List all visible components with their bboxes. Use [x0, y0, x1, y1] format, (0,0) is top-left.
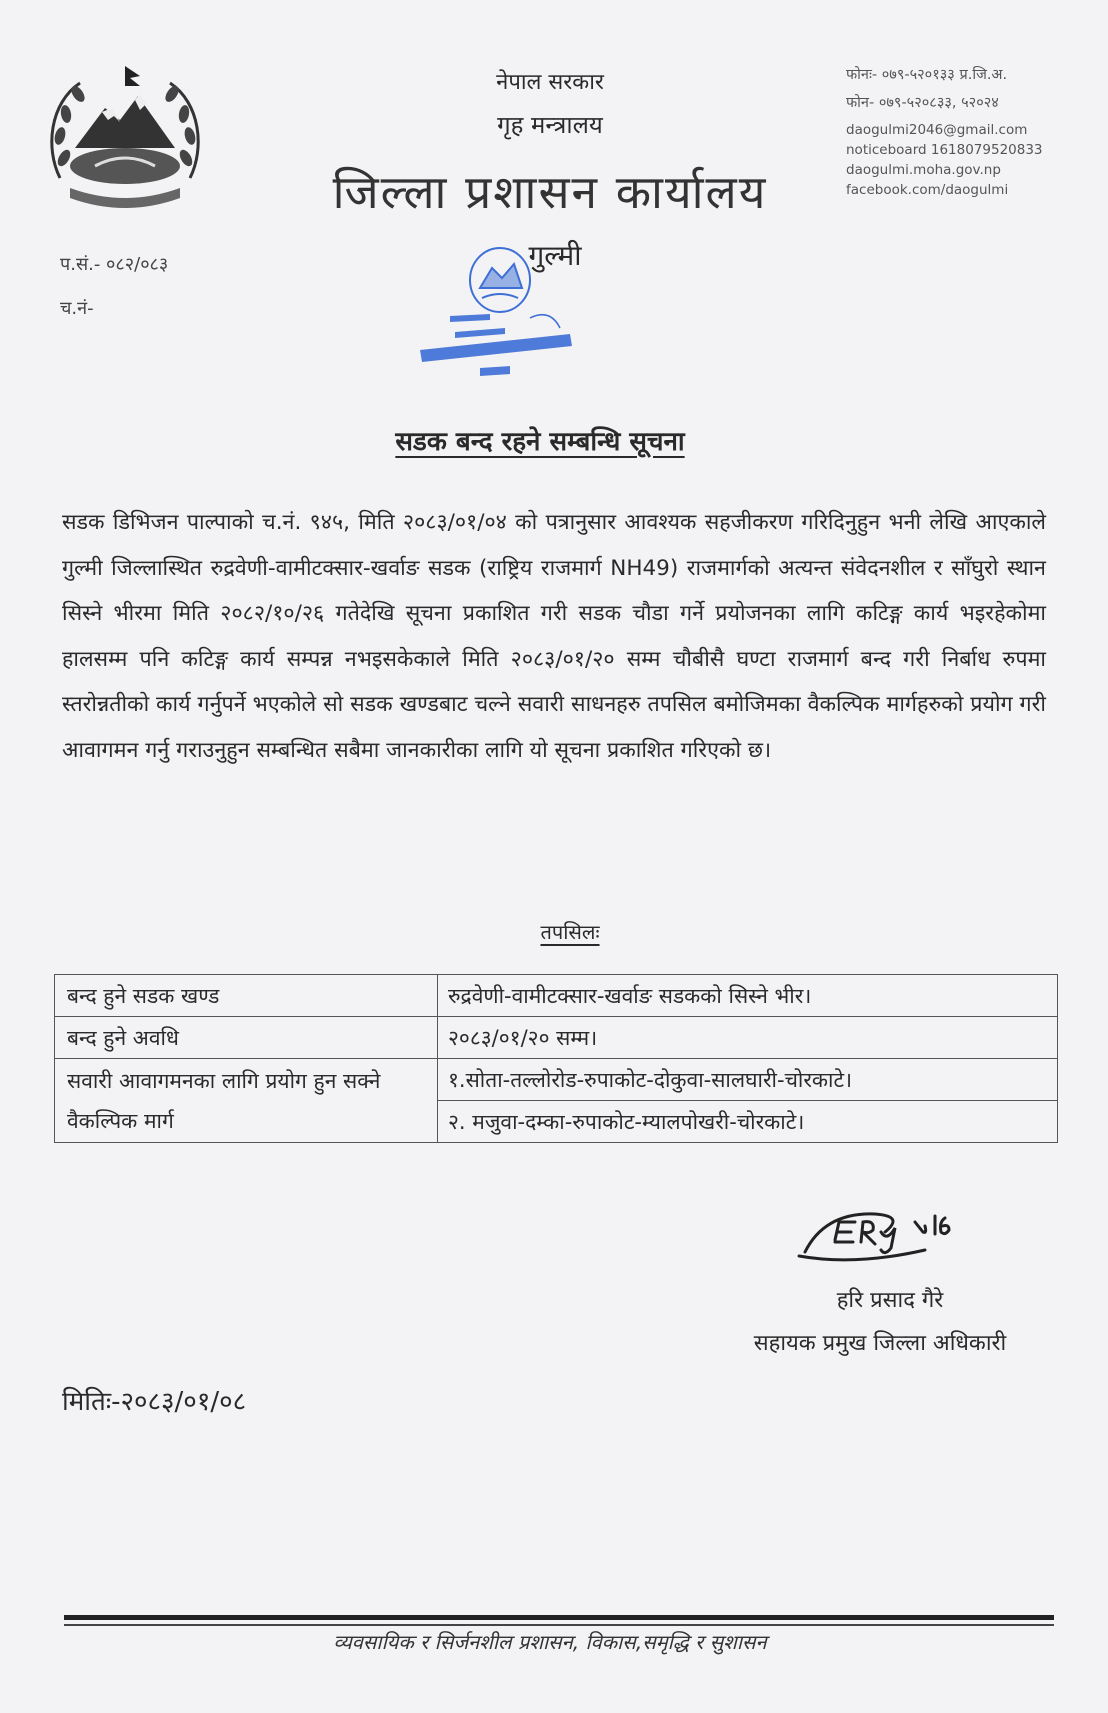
letter-number: प.सं.- ०८२/०८३ [60, 254, 169, 275]
table-label-period: बन्द हुने अवधि [55, 1017, 438, 1059]
table-label-alternative-route: सवारी आवागमनका लागि प्रयोग हुन सक्ने वैकल्पिक मार्ग [55, 1059, 438, 1143]
notice-title: सडक बन्द रहने सम्बन्धि सूचना [395, 427, 685, 457]
contact-website: daogulmi.moha.gov.np [846, 162, 1001, 178]
footer-motto: व्यवसायिक र सिर्जनशील प्रशासन, विकास,समृद्धि र सुशासन [333, 1630, 767, 1654]
contact-phone-1: फोनः- ०७९-५२०१३३ प्र.जि.अ. [846, 67, 1008, 83]
schedule-heading: तपसिलः [540, 920, 600, 944]
table-value-period: २०८३/०१/२० सम्म। [438, 1017, 1058, 1059]
issue-date: मितिः-२०८३/०१/०८ [62, 1387, 247, 1417]
table-label-road-section: बन्द हुने सडक खण्ड [55, 975, 438, 1017]
contact-email: daogulmi2046@gmail.com [846, 122, 1028, 138]
table-value-road-section: रुद्रवेणी-वामीटक्सार-खर्वाङ सडकको सिस्ने भीर। [438, 975, 1058, 1017]
contact-facebook: facebook.com/daogulmi [846, 182, 1009, 198]
notice-body: सडक डिभिजन पाल्पाको च.नं. ९४५, मिति २०८३/०१/०४ को पत्रानुसार आवश्यक सहजीकरण गरिदिनुहुन भनी लेखि आएकाले गुल्मी जिल्लास्थित रुद्रवेणी-वामीटक्सार-खर्वाङ सडक (राष्ट्रिय राजमार्ग NH49) राजमार्गको अत्यन्त संवेदनशील र साँघुरो स्थान सिस्ने भीरमा मिति २०८२/१०/२६ गतेदेखि सूचना प्रकाशित गरी सडक चौडा गर्ने प्रयोजनका लागि कटिङ्ग कार्य भइरहेकोमा हालसम्म पनि कटिङ्ग कार्य सम्पन्न नभइसकेकाले मिति २०८३/०१/२० सम्म चौबीसै घण्टा राजमार्ग बन्द गरी निर्बाध रुपमा स्तरोन्नतीको कार्य गर्नुपर्ने भएकोले सो सडक खण्डबाट चल्ने सवारी साधनहरु तपसिल बमोजिमका वैकल्पिक मार्गहरुको प्रयोग गरी आवागमन गर्नु गराउनुहुन सम्बन्धित सबैमा जानकारीका लागि यो सूचना प्रकाशित गरिएको छ। [62, 510, 1046, 763]
table-row [55, 975, 1058, 1017]
table-value-route-1: १.सोता-तल्लोरोड-रुपाकोट-दोकुवा-सालघारी-चोरकाटे। [438, 1059, 1058, 1101]
schedule-table [54, 974, 1058, 1143]
contact-noticeboard: noticeboard 1618079520833 [846, 142, 1043, 158]
table-row [55, 1017, 1058, 1059]
government-name: नेपाल सरकार [496, 70, 604, 95]
footer-divider-thin [64, 1624, 1054, 1626]
table-row [55, 1059, 1058, 1101]
office-name: जिल्ला प्रशासन कार्यालय [332, 165, 768, 219]
signatory-name: हरि प्रसाद गैरे [836, 1288, 944, 1313]
nepal-emblem-icon [40, 58, 210, 218]
signatory-title: सहायक प्रमुख जिल्ला अधिकारी [753, 1331, 1007, 1356]
signature-icon [795, 1192, 1005, 1282]
contact-phone-2: फोन- ०७९-५२०८३३, ५२०२४ [846, 95, 999, 111]
table-value-route-2: २. मजुवा-दम्का-रुपाकोट-म्यालपोखरी-चोरकाटे। [438, 1101, 1058, 1143]
footer-divider [64, 1615, 1054, 1620]
ministry-name: गृह मन्त्रालय [497, 111, 603, 139]
dispatch-number: च.नं- [60, 298, 94, 319]
office-stamp-icon [410, 238, 620, 403]
district-name: गुल्मी [528, 239, 582, 272]
